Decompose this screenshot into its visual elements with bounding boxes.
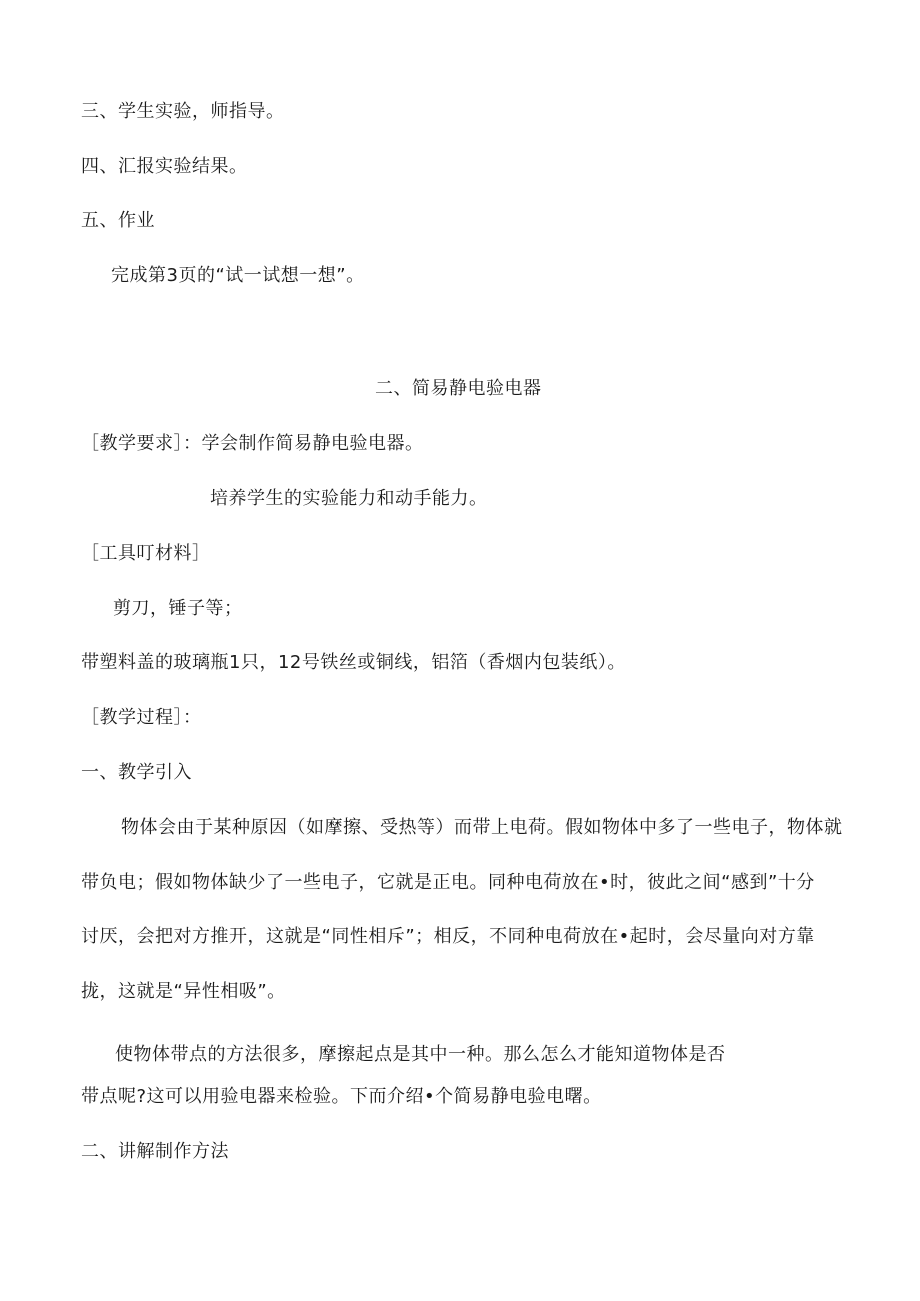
materials-list: 带塑料盖的玻璃瓶1只，12号铁丝或铜线，铝箔（香烟内包装纸）。 [81, 652, 626, 673]
section-title: 二、简易静电验电器 [375, 378, 542, 399]
homework-text: 完成第3页的“试一试想一想”。 [111, 265, 365, 286]
paragraph-2-line-1: 使物体带点的方法很多，摩擦起点是其中一种。那么怎么才能知道物体是否 [115, 1044, 726, 1065]
paragraph-2-line-2: 带点呢?这可以用验电器来检验。下而介绍•个简易静电验电曙。 [81, 1086, 602, 1107]
teaching-requirements-second-line: 培养学生的实验能力和动手能力。 [210, 488, 488, 509]
step-3-text: 三、学生实验，师指导。 [81, 101, 285, 122]
paragraph-1-line-1: 物体会由于某种原因（如摩擦、受热等）而带上电荷。假如物体中多了一些电子，物体就 [121, 817, 843, 838]
tools-materials-heading: ［工具叮材料］ [81, 543, 211, 564]
tools-list: 剪刀，锤子等； [113, 598, 243, 619]
teaching-process-heading: ［教学过程］： [81, 707, 202, 728]
paragraph-1-line-3: 讨厌，会把对方推开，这就是“同性相斥”；相反，不同种电荷放在•起时，会尽量向对方靠 [81, 926, 815, 947]
paragraph-1-line-4: 拢，这就是“异性相吸”。 [81, 981, 286, 1002]
paragraph-1-line-2: 带负电；假如物体缺少了一些电子，它就是正电。同种电荷放在•时，彼此之间“感到”十分 [81, 872, 815, 893]
step-4-text: 四、汇报实验结果。 [81, 156, 248, 177]
part-2-heading: 二、讲解制作方法 [81, 1141, 229, 1162]
part-1-heading: 一、教学引入 [81, 762, 192, 783]
teaching-requirements-line: ［教学要求］：学会制作简易静电验电器。 [81, 433, 424, 454]
step-5-heading: 五、作业 [81, 210, 155, 231]
